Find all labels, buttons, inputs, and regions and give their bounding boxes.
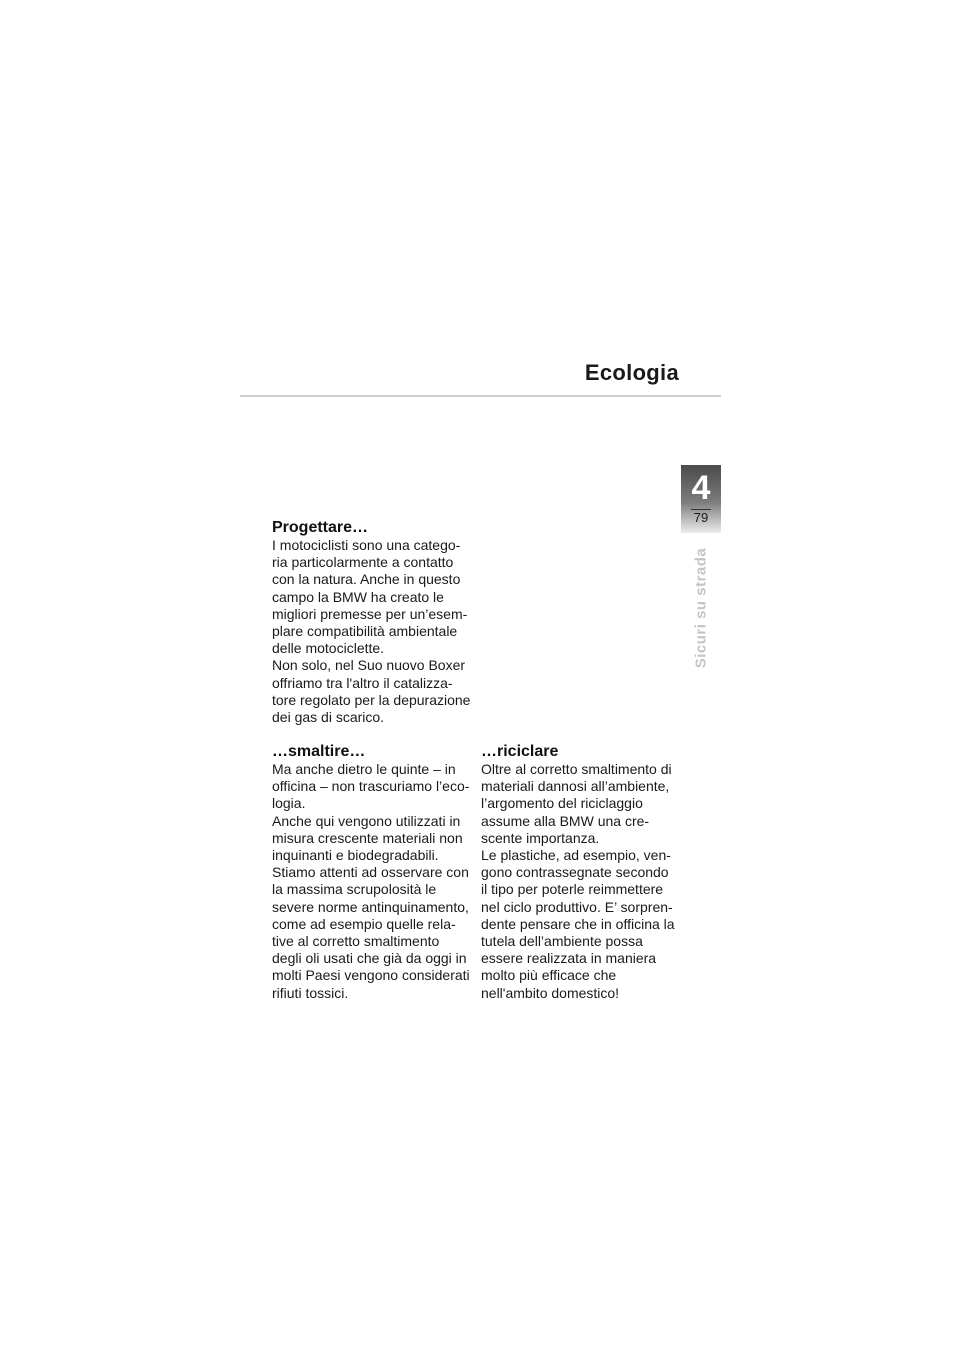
chapter-number: 4	[691, 469, 711, 507]
section-heading: Progettare…	[272, 519, 369, 536]
section-progettare	[272, 519, 482, 726]
section-body: Ma anche dietro le quinte – in officina – non trascuriamo l’eco- logia. Anche qui vengono utilizzati in misura crescente materiali non inquinanti e biodegradabili. Stiamo attenti ad osservare con la massima scrupolosità le severe norme antinquinamento, come ad esempio quelle rela- tive al corretto smaltimento degli oli usati che già da oggi in molti Paesi vengono considerati rifiuti tossici.	[272, 761, 470, 1001]
chapter-side-label: Sicuri su strada	[692, 547, 710, 669]
section-smaltire	[272, 743, 482, 1002]
chapter-tab	[681, 465, 721, 533]
header-divider	[240, 395, 721, 397]
page-number: 79	[693, 510, 709, 525]
section-riciclare	[481, 743, 691, 1002]
section-heading: …riciclare	[481, 743, 559, 760]
section-heading: …smaltire…	[272, 743, 366, 760]
page-title: Ecologia	[584, 360, 679, 385]
section-body: Oltre al corretto smaltimento di materiali dannosi all’ambiente, l’argomento del riciclaggio assume alla BMW una cre- scente importanza. Le plastiche, ad esempio, ven- gono contrassegnate secondo il tipo per poterle reimmettere nel ciclo produttivo. E’ sorpren- dente pensare che in officina la tutela dell’ambiente possa essere realizzata in maniera molto più efficace che nell'ambito domestico!	[481, 761, 675, 1001]
section-body: I motociclisti sono una catego- ria particolarmente a contatto con la natura. Anche in questo campo la BMW ha creato le migliori premesse per un’esem- plare compatibilità ambientale delle motociclette. Non solo, nel Suo nuovo Boxer offriamo tra l'altro il catalizza- tore regolato per la depurazione dei gas di scarico.	[272, 537, 471, 726]
